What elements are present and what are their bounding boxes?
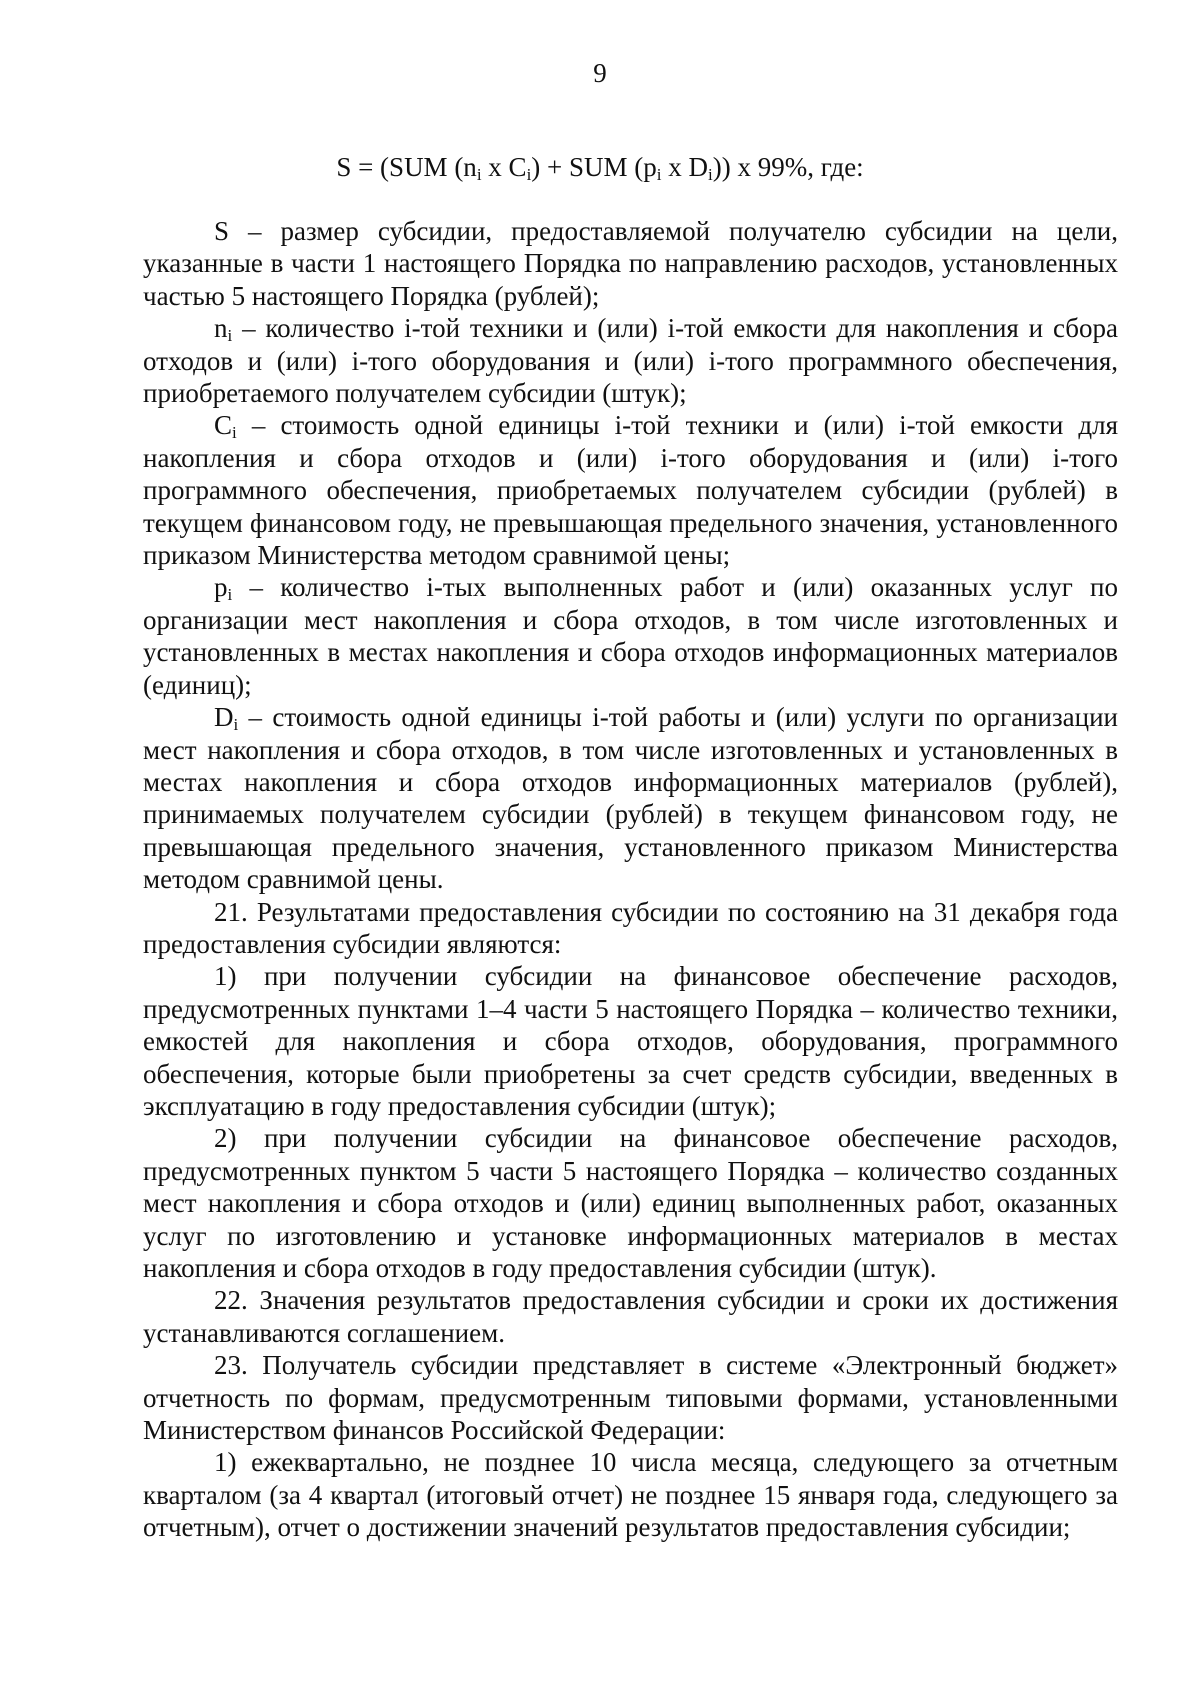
formula-subscript: i [476,165,482,184]
paragraph-s-definition: S – размер субсидии, предоставляемой получателю субсидии на цели, указанные в части 1 настоящего Порядка по направлению расходов, установленных частью 5 настоящего Порядка (рублей); [143,216,1118,311]
paragraph-text: – стоимость одной единицы i-той работы и (или) услуги по организации мест накопления и сбора отходов, в том числе изготовленных и установленных в местах накопления и сбора отходов информационных материалов (рублей), принимаемых получателем субсидии (рублей) в текущем финансовом году, не превышающая предельного значения, установленного приказом Министерства методом сравнимой цены. [143,702,1118,895]
paragraph-d-definition [143,701,1118,895]
formula-part: x C [481,152,527,182]
page-number: 9 [593,58,607,88]
variable-subscript: i [227,326,233,346]
variable-subscript: i [233,715,239,735]
paragraph-clause-21-item-1: 1) при получении субсидии на финансовое обеспечение расходов, предусмотренных пунктами 1–4 части 5 настоящего Порядка – количество техники, емкостей для накопления и сбора отходов, оборудования, программного обеспечения, которые были приобретены за счет средств субсидии, введенных в эксплуатацию в году предоставления субсидии (штук); [143,961,1118,1121]
formula-part: ) + SUM (p [531,152,657,182]
paragraph-clause-22: 22. Значения результатов предоставления субсидии и сроки их достижения устанавливаются соглашением. [143,1285,1118,1348]
variable-subscript: i [227,585,233,605]
paragraph-clause-23: 23. Получатель субсидии представляет в системе «Электронный бюджет» отчетность по формам, предусмотренным типовыми формами, установленными Министерством финансов Российской Федерации: [143,1350,1118,1446]
paragraph-text: – количество i-той техники и (или) i-той емкости для накопления и сбора отходов и (или) i-того оборудования и (или) i-того программного обеспечения, приобретаемого получателем субсидии (штук); [143,313,1118,409]
variable-symbol: n [214,313,228,344]
variable-symbol: p [214,572,228,603]
subsidy-formula [0,150,1200,184]
formula-part: x D [661,152,709,182]
paragraph-text: – количество i-тых выполненных работ и (или) оказанных услуг по организации мест накопления и сбора отходов, в том числе изготовленных и установленных в местах накопления и сбора отходов информационных материалов (единиц); [143,572,1118,700]
variable-subscript: i [232,423,237,443]
formula-part: S = (SUM (n [336,152,477,182]
variable-symbol: C [214,410,233,441]
formula-part: )) x 99%, где: [712,152,864,182]
paragraph-text: – стоимость одной единицы i-той техники и (или) i-той емкости для накопления и сбора отходов и (или) i-того оборудования и (или) i-того программного обеспечения, приобретаемых получателем субсидии (рублей) в текущем финансовом году, не превышающая предельного значения, установленного приказом Министерства методом сравнимой цены; [143,410,1118,571]
paragraph-n-definition [143,312,1118,409]
formula-subscript: i [526,165,532,184]
formula-subscript: i [708,165,713,184]
paragraph-clause-23-item-1: 1) ежеквартально, не позднее 10 числа месяца, следующего за отчетным кварталом (за 4 квартал (итоговый отчет) не позднее 15 января года, следующего за отчетным), отчет о достижении значений результатов предоставления субсидии; [143,1447,1118,1543]
paragraph-clause-21-item-2: 2) при получении субсидии на финансовое обеспечение расходов, предусмотренных пунктом 5 части 5 настоящего Порядка – количество созданных мест накопления и сбора отходов и (или) единиц выполненных работ, оказанных услуг по изготовлению и установке информационных материалов в местах накопления и сбора отходов в году предоставления субсидии (штук). [143,1123,1118,1283]
paragraph-clause-21: 21. Результатами предоставления субсидии по состоянию на 31 декабря года предоставления субсидии являются: [143,896,1118,959]
paragraph-p-definition [143,571,1118,701]
document-body [143,215,1118,1544]
variable-symbol: D [214,702,234,733]
formula-subscript: i [656,165,662,184]
paragraph-c-definition [143,409,1118,571]
